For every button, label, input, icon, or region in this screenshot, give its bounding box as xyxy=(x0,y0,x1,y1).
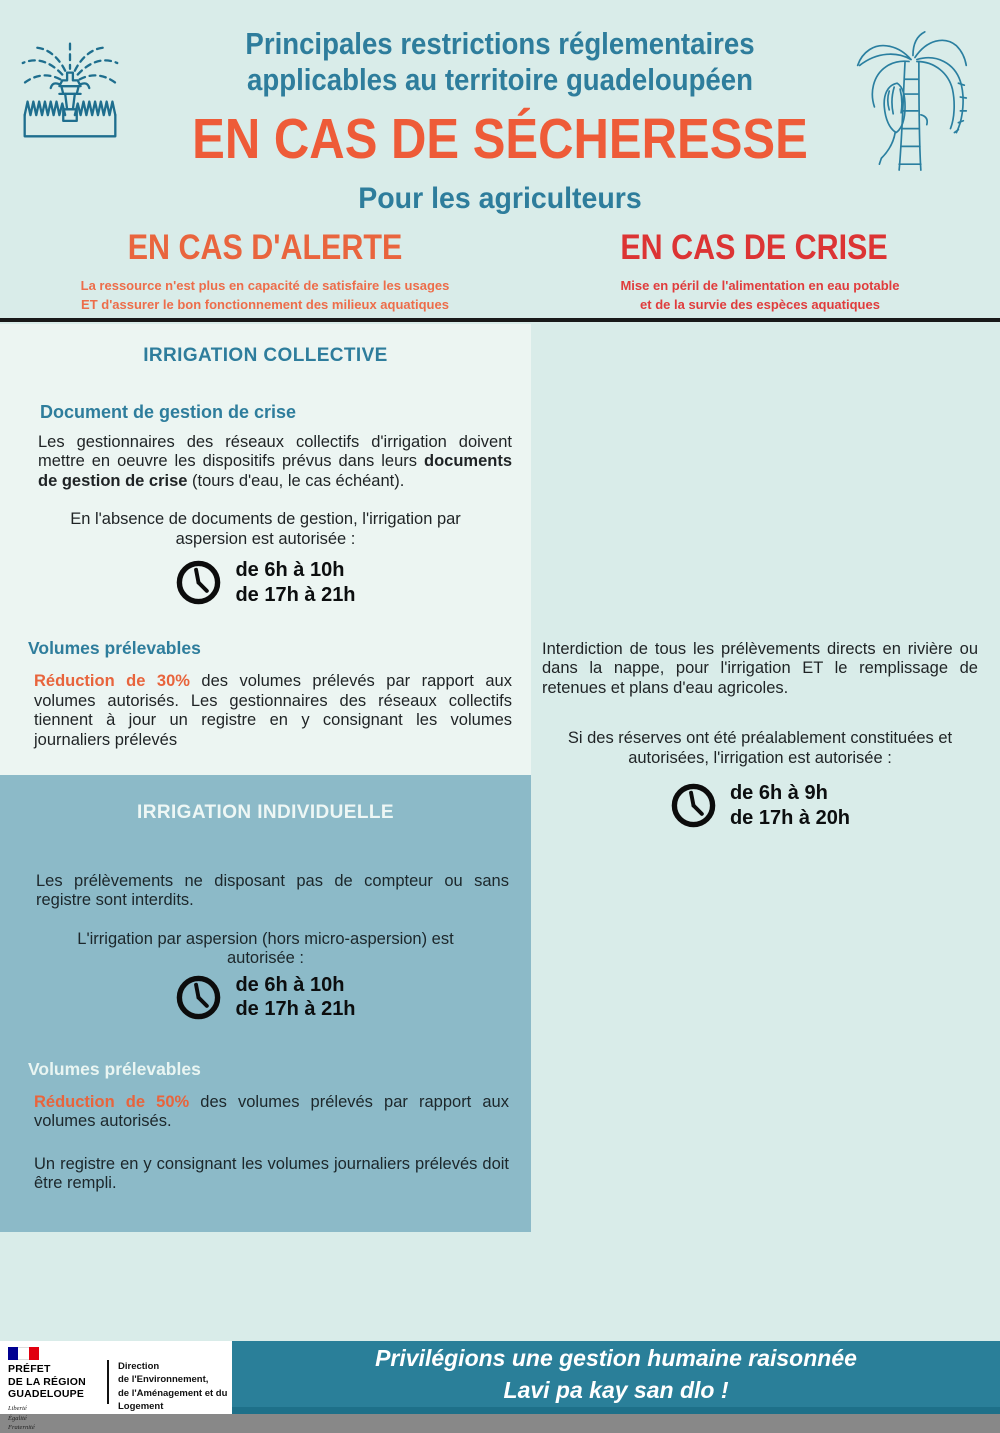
header xyxy=(120,26,880,216)
individual-schedule-intro: L'irrigation par aspersion (hors micro-aspersion) est autorisée : xyxy=(77,929,454,968)
sprinkler-icon xyxy=(16,36,124,144)
prefect-logo xyxy=(8,1347,98,1432)
page-title-line2: applicables au territoire guadeloupéen xyxy=(247,61,753,97)
clock-icon xyxy=(175,974,222,1021)
volumes-heading: Volumes prélevables xyxy=(28,638,201,659)
clock-icon xyxy=(670,782,717,829)
french-flag-icon xyxy=(8,1347,39,1360)
main-title: EN CAS DE SÉCHERESSE xyxy=(192,106,808,171)
section-divider xyxy=(0,318,1000,322)
crise-description xyxy=(575,277,945,315)
time-row xyxy=(542,781,978,830)
time-range: de 17h à 21h xyxy=(235,583,356,606)
volumes-paragraph: Réduction de 50% des volumes prélevés par rapport aux volumes autorisés. xyxy=(34,1092,509,1131)
crise-description-line2: et de la survie des espèces aquatiques xyxy=(640,296,880,312)
time-row xyxy=(0,558,531,607)
individual-section-title: IRRIGATION INDIVIDUELLE xyxy=(137,802,394,823)
clock-icon xyxy=(175,559,222,606)
alerte-description-line2: ET d'assurer le bon fonctionnement des milieux aquatiques xyxy=(81,296,449,312)
footer-logo-block xyxy=(0,1341,232,1432)
reduction-highlight: Réduction de 30% xyxy=(34,672,190,691)
time-range: de 6h à 10h xyxy=(235,559,345,582)
collective-panel xyxy=(0,324,531,775)
time-range: de 6h à 10h xyxy=(235,973,345,996)
prefect-name: PRÉFET DE LA RÉGION GUADELOUPE xyxy=(8,1363,86,1401)
doc-heading: Document de gestion de crise xyxy=(40,402,297,422)
footer-banner xyxy=(232,1341,1000,1414)
volumes-paragraph: Réduction de 30% des volumes prélevés par rapport aux volumes autorisés. Les gestionnaires des réseaux collectifs tiennent à jour un registre en y consignant les volumes journaliers prélevés xyxy=(34,672,512,749)
direction-name: Direction de l'Environnement, de l'Aménagement et du Logement xyxy=(118,1361,228,1412)
crise-schedule-intro: Si des réserves ont été préalablement constituées et autorisées, l'irrigation est autorisée : xyxy=(567,729,953,767)
time-ranges xyxy=(235,973,355,1022)
time-ranges xyxy=(235,558,355,607)
time-range: de 17h à 20h xyxy=(729,806,851,829)
motto: Liberté Égalité Fraternité xyxy=(8,1404,35,1432)
banner-line1: Privilégions une gestion humaine raisonnée xyxy=(375,1344,857,1371)
individual-register-paragraph: Un registre en y consignant les volumes journaliers prélevés doit être rempli. xyxy=(34,1154,509,1193)
logo-divider xyxy=(107,1360,109,1404)
crise-column xyxy=(542,640,978,830)
page-title-line1: Principales restrictions réglementaires xyxy=(245,26,755,61)
alerte-description-line1: La ressource n'est plus en capacité de satisfaire les usages xyxy=(80,278,450,293)
collective-schedule-intro: En l'absence de documents de gestion, l'irrigation par aspersion est autorisée : xyxy=(70,510,461,548)
time-ranges xyxy=(730,781,850,830)
time-range: de 6h à 9h xyxy=(729,782,828,805)
bold-phrase: documents de gestion de crise xyxy=(38,452,512,490)
time-range: de 17h à 21h xyxy=(235,998,356,1021)
individual-paragraph: Les prélèvements ne disposant pas de compteur ou sans registre sont interdits. xyxy=(36,872,509,910)
audience-subtitle: Pour les agriculteurs xyxy=(358,181,642,215)
volumes-heading: Volumes prélevables xyxy=(28,1058,201,1079)
crise-description-line1: Mise en péril de l'alimentation en eau potable xyxy=(620,278,900,293)
collective-section-title: IRRIGATION COLLECTIVE xyxy=(143,345,388,366)
crise-heading: EN CAS DE CRISE xyxy=(620,228,888,267)
banner-line2: Lavi pa kay san dlo ! xyxy=(503,1377,729,1403)
crise-paragraph: Interdiction de tous les prélèvements directs en rivière ou dans la nappe, pour l'irrigation ET le remplissage de retenues et plans d'eau agricoles. xyxy=(542,640,978,697)
individual-panel xyxy=(0,775,531,1232)
time-row xyxy=(0,973,531,1022)
alerte-description xyxy=(30,277,500,315)
reduction-highlight: Réduction de 50% xyxy=(34,1092,190,1111)
alerte-heading: EN CAS D'ALERTE xyxy=(127,228,403,267)
collective-paragraph: Les gestionnaires des réseaux collectifs d'irrigation doivent mettre en oeuvre les dispositifs prévus dans leurs documents de gestion de crise (tours d'eau, le cas échéant). xyxy=(38,433,512,490)
